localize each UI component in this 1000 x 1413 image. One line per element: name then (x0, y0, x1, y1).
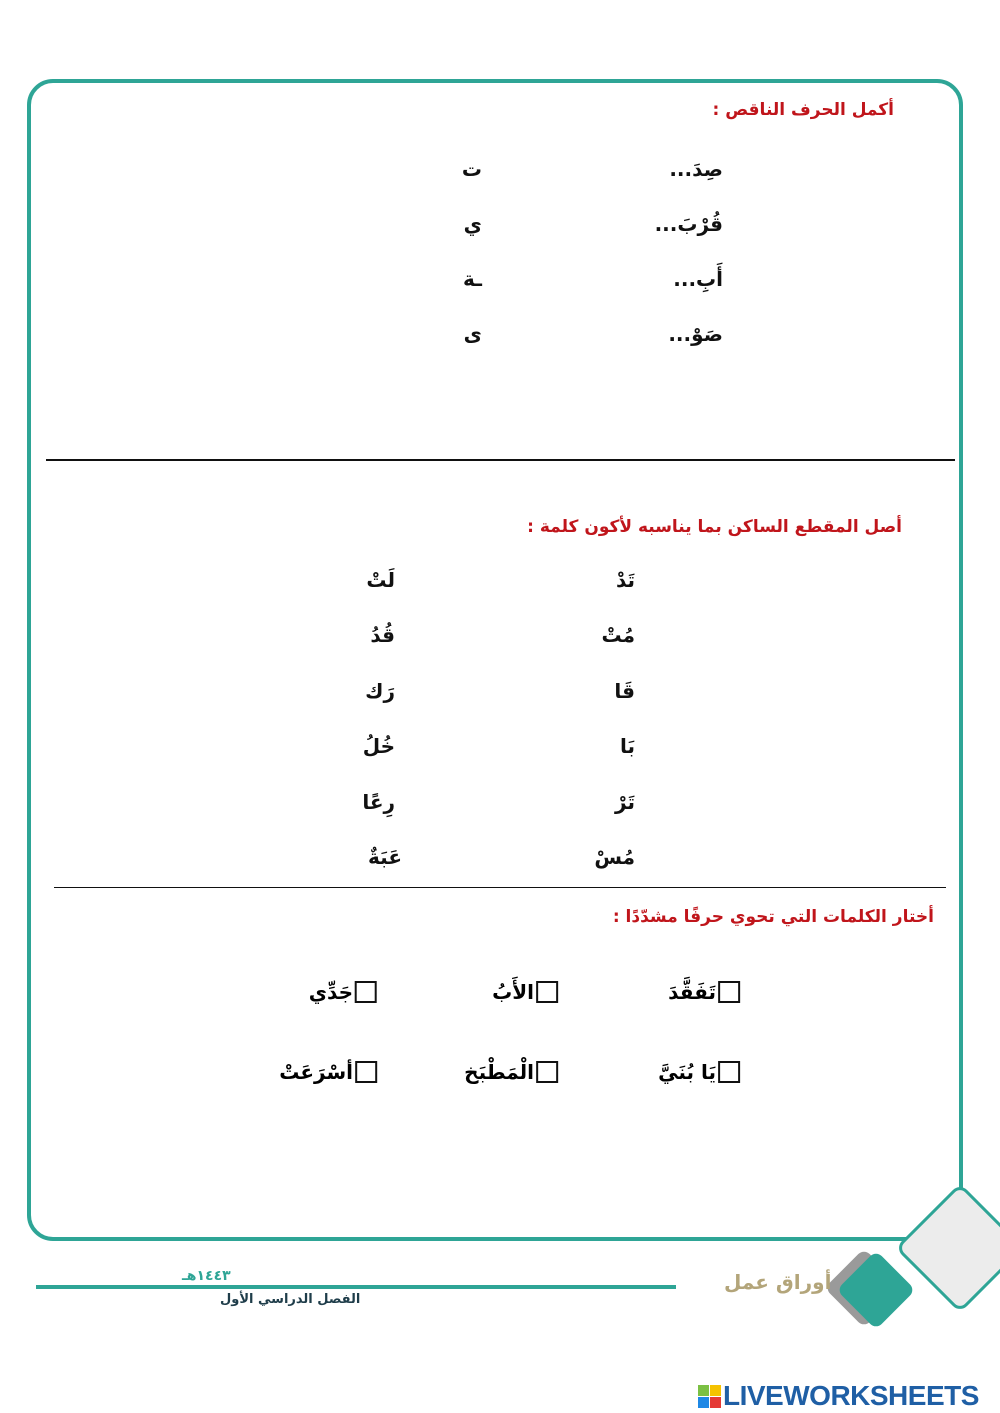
divider (54, 887, 946, 888)
liveworksheets-logo (698, 1380, 979, 1412)
syllable-right[interactable]: مُتْ (601, 623, 635, 647)
option-label: يَا بُنَيَّ (658, 1060, 716, 1084)
syllable-left[interactable]: لَتْ (366, 568, 395, 592)
option-item[interactable] (668, 980, 740, 1004)
word: صِدَ... (669, 157, 723, 181)
checkbox[interactable] (355, 1061, 377, 1083)
footer-year: ١٤٤٣هـ (182, 1268, 231, 1284)
section1-title: أكمل الحرف الناقص : (712, 100, 894, 120)
checkbox[interactable] (718, 981, 740, 1003)
letter-option[interactable]: ت (461, 157, 482, 181)
checkbox[interactable] (536, 1061, 558, 1083)
syllable-left[interactable]: رَك (365, 679, 395, 703)
syllable-left[interactable]: خُلُ (362, 734, 395, 758)
divider (46, 459, 955, 461)
syllable-right[interactable]: تَدْ (615, 568, 635, 592)
syllable-right[interactable]: بَا (619, 734, 635, 758)
word: صَوْ... (668, 322, 723, 346)
option-item[interactable] (279, 1060, 377, 1084)
checkbox[interactable] (718, 1061, 740, 1083)
syllable-right[interactable]: قَا (614, 679, 635, 703)
option-label: أسْرَعَتْ (279, 1060, 353, 1084)
option-item[interactable] (492, 980, 558, 1004)
letter-option[interactable]: ي (463, 212, 482, 236)
checkbox[interactable] (355, 981, 377, 1003)
option-item[interactable] (309, 980, 377, 1004)
footer-brand: أوراق عمل (724, 1270, 832, 1294)
checkbox[interactable] (536, 981, 558, 1003)
option-label: جَدِّي (308, 980, 353, 1004)
footer-line (36, 1285, 676, 1289)
option-label: الْمَطْبَخ (464, 1060, 534, 1084)
syllable-right[interactable]: تَرْ (615, 790, 635, 814)
letter-option[interactable]: ى (463, 322, 482, 346)
live-logo-icon (698, 1385, 721, 1408)
option-label: تَفَقَّدَ (668, 980, 716, 1004)
syllable-left[interactable]: قُدُ (370, 623, 395, 647)
section3-title: أختار الكلمات التي تحوي حرفًا مشدّدًا : (612, 907, 934, 927)
letter-option[interactable]: ـة (463, 267, 482, 291)
option-item[interactable] (464, 1060, 558, 1084)
syllable-left[interactable]: عَبَةٌ (368, 845, 402, 869)
syllable-right[interactable]: مُسْ (594, 845, 635, 869)
word: قُرْبَ... (654, 212, 723, 236)
section2-title: أصل المقطع الساكن بما يناسبه لأكون كلمة : (527, 517, 902, 537)
syllable-left[interactable]: رِعًا (362, 790, 395, 814)
word: أَبِ... (673, 267, 723, 291)
option-item[interactable] (658, 1060, 740, 1084)
footer-term: الفصل الدراسي الأول (220, 1292, 361, 1307)
watermark-text: LIVEWORKSHEETS (723, 1380, 979, 1411)
option-label: الأَبُ (492, 980, 534, 1004)
